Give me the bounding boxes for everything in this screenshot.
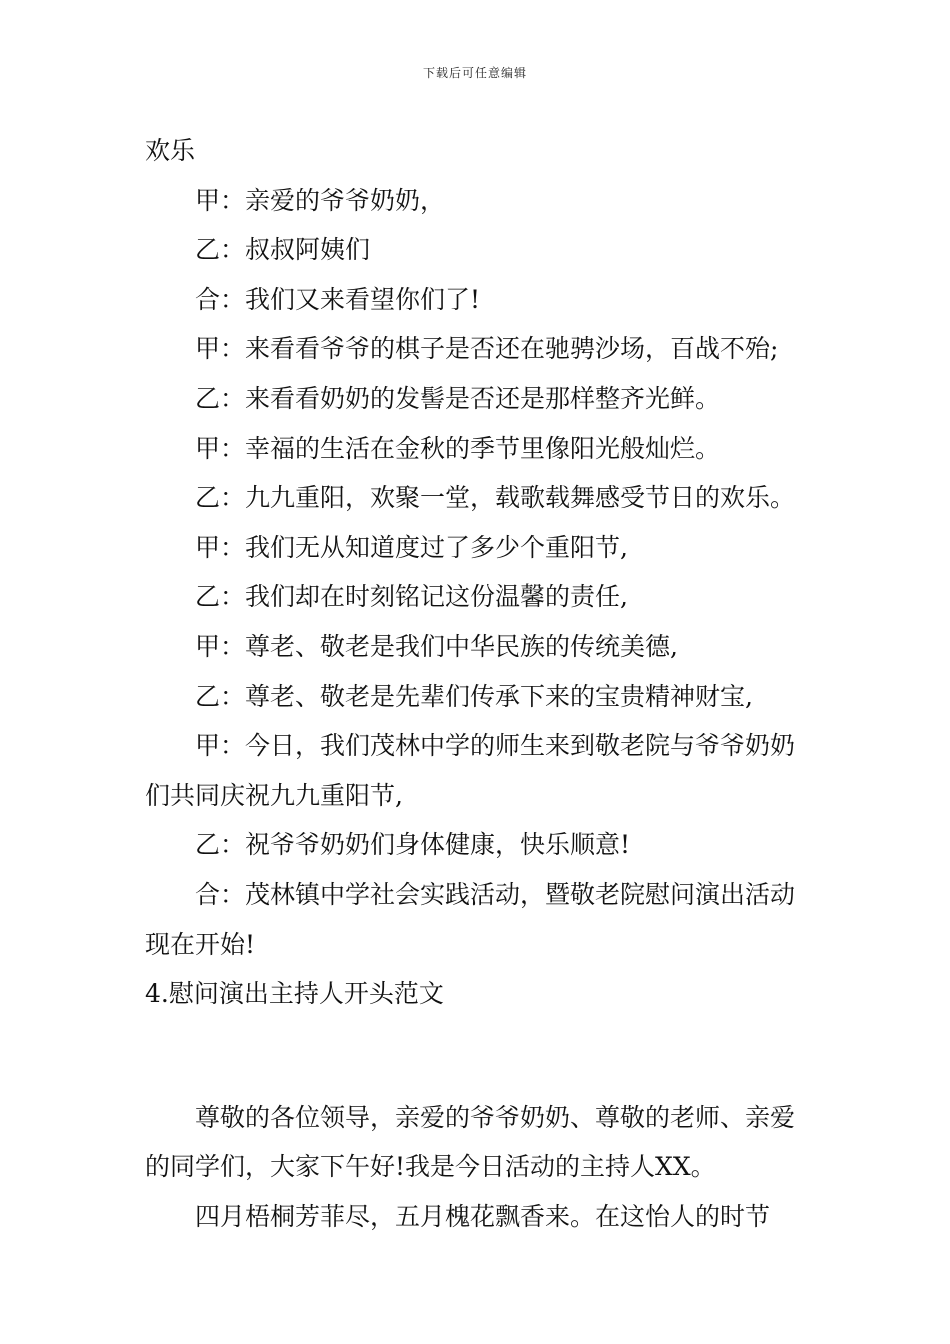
paragraph: 合：我们又来看望你们了! [195,284,481,314]
paragraph: 甲：今日，我们茂林中学的师生来到敬老院与爷爷奶奶们共同庆祝九九重阳节, [145,731,796,810]
paragraph: 甲：尊老、敬老是我们中华民族的传统美德, [195,631,678,661]
paragraph: 甲：来看看爷爷的棋子是否还在驰骋沙场，百战不殆; [195,334,779,364]
paragraph: 乙：尊老、敬老是先辈们传承下来的宝贵精神财宝, [195,681,753,711]
page-header: 下载后可任意编辑 [422,66,527,80]
paragraph: 甲：亲爱的爷爷奶奶， [195,185,446,215]
paragraph: 甲：我们无从知道度过了多少个重阳节, [195,532,628,562]
paragraph: 乙：我们却在时刻铭记这份温馨的责任, [195,582,628,612]
paragraph: 乙：来看看奶奶的发髻是否还是那样整齐光鲜。 [195,383,721,413]
paragraph: 欢乐 [145,136,196,165]
paragraph: 甲：幸福的生活在金秋的季节里像阳光般灿烂。 [195,433,721,463]
spacer [145,1019,810,1093]
section-heading: 4.慰问演出主持人开头范文 [145,979,444,1009]
paragraph: 乙：祝爷爷奶奶们身体健康，快乐顺意! [195,830,631,860]
paragraph: 乙：叔叔阿姨们 [195,235,371,265]
paragraph: 四月梧桐芳菲尽，五月槐花飘香来。在这怡人的时节 [195,1201,771,1231]
paragraph: 乙：九九重阳，欢聚一堂，载歌载舞感受节日的欢乐。 [195,483,796,513]
document-body [145,126,810,1241]
paragraph: 合：茂林镇中学社会实践活动，暨敬老院慰问演出活动现在开始! [145,879,796,959]
paragraph: 尊敬的各位领导，亲爱的爷爷奶奶、尊敬的老师、亲爱的同学们，大家下午好!我是今日活动的主持人XX。 [145,1102,796,1182]
